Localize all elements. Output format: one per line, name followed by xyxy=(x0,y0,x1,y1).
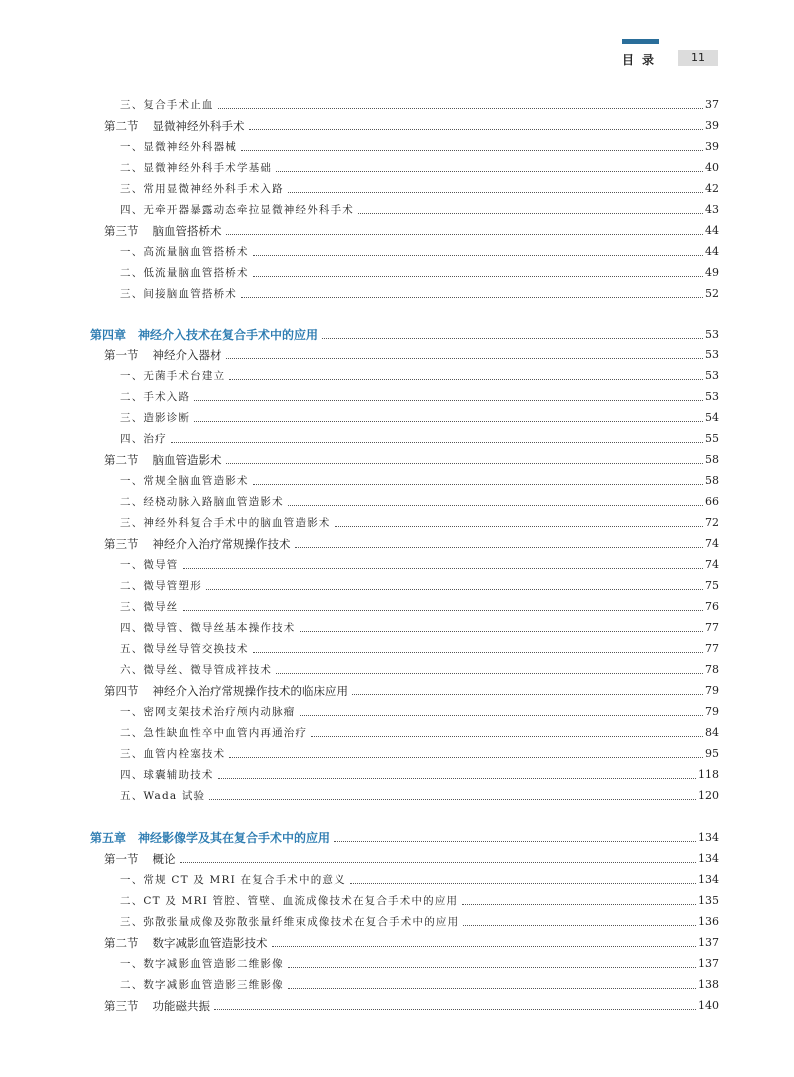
toc-section-entry[interactable] xyxy=(104,450,719,470)
toc-entry-page: 75 xyxy=(705,579,719,592)
toc-entry-title: 五、Wada 试验 xyxy=(120,790,206,802)
dot-leader xyxy=(350,883,696,884)
toc-entry-page: 135 xyxy=(698,894,719,907)
toc-entry-title: 五、微导丝导管交换技术 xyxy=(120,643,249,655)
toc-entry-page: 118 xyxy=(698,768,719,781)
toc-section-entry[interactable] xyxy=(104,116,719,136)
toc-entry-title: 一、数字减影血管造影二维影像 xyxy=(120,958,284,970)
toc-subsection-entry[interactable] xyxy=(120,513,719,533)
toc-section-entry[interactable] xyxy=(104,345,719,365)
toc-subsection-entry[interactable] xyxy=(120,975,719,995)
toc-entry-page: 136 xyxy=(698,915,719,928)
dot-leader xyxy=(288,505,703,506)
dot-leader xyxy=(253,652,703,653)
toc-entry-title: 概论 xyxy=(152,852,176,866)
dot-leader xyxy=(462,904,696,905)
toc-entry-page: 79 xyxy=(705,684,719,697)
dot-leader xyxy=(335,526,703,527)
toc-entry-label: 第四节 xyxy=(104,684,139,698)
toc-entry-title: 四、治疗 xyxy=(120,433,167,445)
toc-entry-page: 58 xyxy=(705,474,719,487)
toc-entry-page: 54 xyxy=(705,411,719,424)
toc-subsection-entry[interactable] xyxy=(120,765,719,785)
toc-entry-title: 神经介入治疗常规操作技术的临床应用 xyxy=(152,684,348,698)
toc-entry-title: 一、高流量脑血管搭桥术 xyxy=(120,246,249,258)
toc-entry-title: 神经介入治疗常规操作技术 xyxy=(152,537,291,551)
toc-entry-title: 一、常规全脑血管造影术 xyxy=(120,475,249,487)
toc-entry-label: 第二节 xyxy=(104,936,139,950)
toc-subsection-entry[interactable] xyxy=(120,471,719,491)
dot-leader xyxy=(288,988,696,989)
toc-entry-title: 神经影像学及其在复合手术中的应用 xyxy=(138,831,331,845)
dot-leader xyxy=(300,715,704,716)
toc-subsection-entry[interactable] xyxy=(120,555,719,575)
dot-leader xyxy=(295,547,704,548)
toc-subsection-entry[interactable] xyxy=(120,597,719,617)
dot-leader xyxy=(241,150,703,151)
toc-entry-page: 95 xyxy=(705,747,719,760)
toc-entry-page: 76 xyxy=(705,600,719,613)
toc-section-entry[interactable] xyxy=(104,681,719,701)
toc-subsection-entry[interactable] xyxy=(120,137,719,157)
toc-entry-title: 神经介入技术在复合手术中的应用 xyxy=(138,328,319,342)
toc-entry-label: 第一节 xyxy=(104,348,139,362)
toc-subsection-entry[interactable] xyxy=(120,744,719,764)
toc-entry-title: 三、复合手术止血 xyxy=(120,99,214,111)
toc-entry-page: 134 xyxy=(698,831,719,844)
dot-leader xyxy=(209,799,696,800)
dot-leader xyxy=(180,862,697,863)
toc-subsection-entry[interactable] xyxy=(120,639,719,659)
toc-entry-label: 第三节 xyxy=(104,224,139,238)
toc-entry-page: 66 xyxy=(705,495,719,508)
header-accent-bar xyxy=(622,39,659,44)
dot-leader xyxy=(249,129,704,130)
toc-subsection-entry[interactable] xyxy=(120,660,719,680)
toc-entry-page: 39 xyxy=(705,140,719,153)
toc-entry-page: 78 xyxy=(705,663,719,676)
dot-leader xyxy=(171,442,703,443)
toc-entry-title: 三、间接脑血管搭桥术 xyxy=(120,288,237,300)
dot-leader xyxy=(352,694,703,695)
toc-entry-title: 二、低流量脑血管搭桥术 xyxy=(120,267,249,279)
toc-subsection-entry[interactable] xyxy=(120,263,719,283)
toc-subsection-entry[interactable] xyxy=(120,723,719,743)
toc-entry-page: 42 xyxy=(705,182,719,195)
toc-entry-title: 一、无菌手术台建立 xyxy=(120,370,226,382)
dot-leader xyxy=(358,213,703,214)
toc-entry-title: 显微神经外科手术 xyxy=(152,119,245,133)
dot-leader xyxy=(194,421,703,422)
toc-entry-page: 134 xyxy=(698,852,719,865)
toc-subsection-entry[interactable] xyxy=(120,95,719,115)
toc-entry-label: 第三节 xyxy=(104,999,139,1013)
toc-entry-title: 三、造影诊断 xyxy=(120,412,191,424)
dot-leader xyxy=(276,171,703,172)
dot-leader xyxy=(226,234,704,235)
dot-leader xyxy=(218,108,703,109)
toc-entry-title: 三、神经外科复合手术中的脑血管造影术 xyxy=(120,517,331,529)
toc-chapter-entry[interactable] xyxy=(90,828,719,848)
toc-entry-title: 神经介入器材 xyxy=(152,348,222,362)
toc-subsection-entry[interactable] xyxy=(120,492,719,512)
toc-entry-title: 二、微导管塑形 xyxy=(120,580,202,592)
dot-leader xyxy=(229,757,703,758)
toc-entry-title: 三、微导丝 xyxy=(120,601,179,613)
dot-leader xyxy=(311,736,703,737)
toc-entry-page: 44 xyxy=(705,245,719,258)
toc-entry-page: 77 xyxy=(705,642,719,655)
toc-entry-page: 43 xyxy=(705,203,719,216)
toc-entry-label: 第五章 xyxy=(90,831,127,845)
toc-subsection-entry[interactable] xyxy=(120,179,719,199)
toc-entry-title: 四、球囊辅助技术 xyxy=(120,769,214,781)
dot-leader xyxy=(214,1009,696,1010)
toc-subsection-entry[interactable] xyxy=(120,954,719,974)
toc-entry-page: 37 xyxy=(705,98,719,111)
toc-entry-page: 84 xyxy=(705,726,719,739)
dot-leader xyxy=(253,255,703,256)
toc-entry-page: 138 xyxy=(698,978,719,991)
toc-subsection-entry[interactable] xyxy=(120,408,719,428)
toc-entry-title: 功能磁共振 xyxy=(152,999,210,1013)
dot-leader xyxy=(276,673,703,674)
toc-subsection-entry[interactable] xyxy=(120,429,719,449)
toc-subsection-entry[interactable] xyxy=(120,242,719,262)
dot-leader xyxy=(218,778,696,779)
toc-subsection-entry[interactable] xyxy=(120,870,719,890)
toc-entry-page: 137 xyxy=(698,957,719,970)
toc-entry-title: 一、密网支架技术治疗颅内动脉瘤 xyxy=(120,706,296,718)
toc-entry-page: 49 xyxy=(705,266,719,279)
toc-entry-title: 一、显微神经外科器械 xyxy=(120,141,237,153)
toc-subsection-entry[interactable] xyxy=(120,702,719,722)
toc-entry-page: 53 xyxy=(705,328,719,341)
dot-leader xyxy=(241,297,703,298)
toc-entry-title: 四、微导管、微导丝基本操作技术 xyxy=(120,622,296,634)
toc-entry-page: 137 xyxy=(698,936,719,949)
toc-entry-page: 53 xyxy=(705,348,719,361)
toc-entry-title: 二、经桡动脉入路脑血管造影术 xyxy=(120,496,284,508)
toc-entry-title: 三、血管内栓塞技术 xyxy=(120,748,226,760)
toc-entry-label: 第二节 xyxy=(104,119,139,133)
dot-leader xyxy=(226,463,704,464)
toc-section-entry[interactable] xyxy=(104,221,719,241)
toc-entry-title: 六、微导丝、微导管成袢技术 xyxy=(120,664,273,676)
toc-section-entry[interactable] xyxy=(104,996,719,1016)
toc-entry-page: 44 xyxy=(705,224,719,237)
toc-subsection-entry[interactable] xyxy=(120,786,719,806)
dot-leader xyxy=(194,400,703,401)
toc-entry-page: 140 xyxy=(698,999,719,1012)
toc-entry-page: 120 xyxy=(698,789,719,802)
dot-leader xyxy=(183,610,704,611)
toc-entry-title: 二、急性缺血性卒中血管内再通治疗 xyxy=(120,727,308,739)
toc-subsection-entry[interactable] xyxy=(120,200,719,220)
toc-section-entry[interactable] xyxy=(104,933,719,953)
header-page-number: 11 xyxy=(678,50,718,66)
toc-entry-title: 一、微导管 xyxy=(120,559,179,571)
toc-entry-title: 二、CT 及 MRI 管腔、管壁、血流成像技术在复合手术中的应用 xyxy=(120,895,459,907)
toc-subsection-entry[interactable] xyxy=(120,158,719,178)
toc-section-entry[interactable] xyxy=(104,534,719,554)
toc-entry-label: 第二节 xyxy=(104,453,139,467)
toc-entry-page: 58 xyxy=(705,453,719,466)
dot-leader xyxy=(226,358,704,359)
toc-entry-page: 55 xyxy=(705,432,719,445)
toc-subsection-entry[interactable] xyxy=(120,387,719,407)
dot-leader xyxy=(229,379,703,380)
toc-entry-page: 74 xyxy=(705,537,719,550)
toc-entry-page: 39 xyxy=(705,119,719,132)
dot-leader xyxy=(288,967,696,968)
dot-leader xyxy=(463,925,696,926)
toc-entry-page: 52 xyxy=(705,287,719,300)
toc-entry-label: 第四章 xyxy=(90,328,127,342)
dot-leader xyxy=(272,946,697,947)
toc-entry-title: 四、无牵开器暴露动态牵拉显微神经外科手术 xyxy=(120,204,354,216)
toc-entry-page: 134 xyxy=(698,873,719,886)
dot-leader xyxy=(322,338,703,339)
toc-subsection-entry[interactable] xyxy=(120,891,719,911)
toc-entry-page: 53 xyxy=(705,369,719,382)
toc-entry-title: 数字减影血管造影技术 xyxy=(152,936,268,950)
toc-subsection-entry[interactable] xyxy=(120,576,719,596)
toc-entry-title: 脑血管造影术 xyxy=(152,453,222,467)
dot-leader xyxy=(183,568,704,569)
toc-entry-page: 40 xyxy=(705,161,719,174)
toc-entry-page: 53 xyxy=(705,390,719,403)
dot-leader xyxy=(206,589,703,590)
toc-subsection-entry[interactable] xyxy=(120,366,719,386)
toc-entry-title: 二、手术入路 xyxy=(120,391,191,403)
toc-entry-page: 72 xyxy=(705,516,719,529)
dot-leader xyxy=(334,841,696,842)
toc-entry-title: 三、弥散张量成像及弥散张量纤维束成像技术在复合手术中的应用 xyxy=(120,916,460,928)
toc-subsection-entry[interactable] xyxy=(120,912,719,932)
dot-leader xyxy=(300,631,704,632)
toc-entry-title: 三、常用显微神经外科手术入路 xyxy=(120,183,284,195)
toc-entry-label: 第一节 xyxy=(104,852,139,866)
toc-entry-title: 一、常规 CT 及 MRI 在复合手术中的意义 xyxy=(120,874,346,886)
dot-leader xyxy=(253,276,703,277)
toc-chapter-entry[interactable] xyxy=(90,325,719,345)
header-title: 目录 xyxy=(622,53,663,67)
toc-entry-label: 第三节 xyxy=(104,537,139,551)
toc-section-entry[interactable] xyxy=(104,849,719,869)
toc-entry-title: 脑血管搭桥术 xyxy=(152,224,222,238)
dot-leader xyxy=(288,192,703,193)
toc-entry-title: 二、数字减影血管造影三维影像 xyxy=(120,979,284,991)
toc-subsection-entry[interactable] xyxy=(120,284,719,304)
toc-subsection-entry[interactable] xyxy=(120,618,719,638)
toc-entry-page: 79 xyxy=(705,705,719,718)
dot-leader xyxy=(253,484,703,485)
toc-entry-page: 74 xyxy=(705,558,719,571)
toc-entry-title: 二、显微神经外科手术学基础 xyxy=(120,162,273,174)
toc-entry-page: 77 xyxy=(705,621,719,634)
